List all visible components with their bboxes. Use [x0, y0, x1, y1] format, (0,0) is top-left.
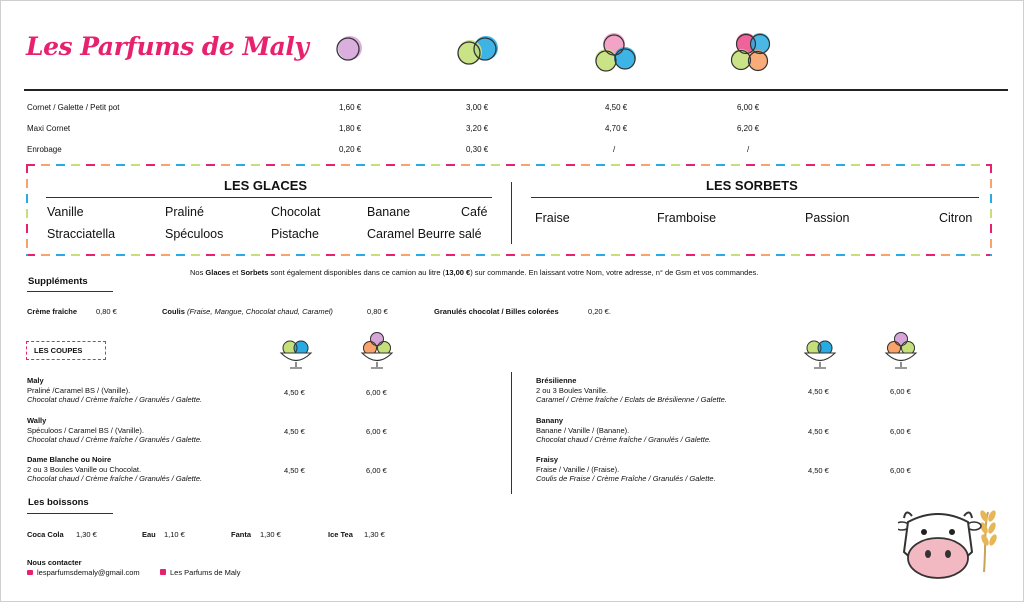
sorbet-flavour: Passion: [805, 211, 850, 225]
coupe-composition: 2 ou 3 Boules Vanille ou Chocolat.: [27, 464, 142, 474]
sorbets-underline: [531, 197, 979, 198]
coupe-item: [27, 455, 202, 484]
brand-logo-text: Les Parfums de Maly: [26, 32, 309, 61]
supplement-creme-label: Crème fraîche: [27, 307, 78, 316]
drink-price: 1,30 €: [364, 530, 385, 539]
price-row-label: Cornet / Galette / Petit pot: [27, 103, 120, 112]
coupe-price-small: 4,50 €: [284, 466, 305, 475]
litre-notice: [190, 268, 758, 277]
coupe-item: [536, 455, 716, 484]
price-2-scoops: 0,30 €: [466, 145, 489, 154]
coupe-price-large: 6,00 €: [366, 466, 387, 475]
price-2-scoops: 3,20 €: [466, 124, 489, 133]
two-scoops-icon: [452, 32, 504, 72]
coupe-two-scoops-icon: [278, 336, 314, 370]
price-4-scoops: 6,00 €: [737, 103, 760, 112]
price-1-scoop: 1,80 €: [339, 124, 362, 133]
price-4-scoops: 6,20 €: [737, 124, 760, 133]
sorbet-flavour: Fraise: [535, 211, 570, 225]
coupe-toppings: Coulis de Fraise / Crème Fraîche / Granulés / Galette.: [536, 474, 716, 483]
price-2-scoops: 3,00 €: [466, 103, 489, 112]
glace-flavour: Spéculoos: [165, 227, 224, 241]
coupe-three-scoops-icon: [359, 330, 395, 370]
mail-icon: [27, 570, 33, 575]
coupe-item: [536, 376, 727, 405]
coupe-two-scoops-icon: [802, 336, 838, 370]
coupe-composition: 2 ou 3 Boules Vanille.: [536, 385, 608, 395]
coupe-name: Fraisy: [536, 455, 559, 464]
price-row-label: Maxi Cornet: [27, 124, 71, 133]
coupe-price-large: 6,00 €: [890, 387, 911, 396]
supplement-coulis-price: 0,80 €: [367, 307, 388, 316]
contact-email[interactable]: lesparfumsdemaly@gmail.com: [37, 568, 140, 577]
coulis-detail: (Fraise, Mangue, Chocolat chaud, Caramel): [187, 307, 333, 316]
coupe-toppings: Chocolat chaud / Crème fraîche / Granulés / Galette.: [536, 435, 712, 444]
coupe-price-large: 6,00 €: [366, 388, 387, 397]
notice-bold: Sorbets: [240, 268, 269, 277]
price-3-scoops: 4,50 €: [605, 103, 628, 112]
coupe-item: [27, 376, 202, 405]
notice-text: Nos: [190, 268, 206, 277]
coupe-price-large: 6,00 €: [366, 427, 387, 436]
coupe-composition: Banane / Vanille / (Banane).: [536, 425, 630, 435]
price-row-label: Enrobage: [27, 145, 62, 154]
coupe-three-scoops-icon: [883, 330, 919, 370]
supplements-title: Suppléments: [28, 276, 88, 287]
header-rule: [24, 89, 1008, 91]
price-4-scoops: /: [747, 145, 750, 154]
coupe-price-small: 4,50 €: [808, 387, 829, 396]
drink-name: Fanta: [231, 530, 252, 539]
boissons-underline: [27, 513, 113, 514]
drink-price: 1,30 €: [260, 530, 281, 539]
coupe-toppings: Chocolat chaud / Crème fraîche / Granulés / Galette.: [27, 395, 203, 404]
supplement-granules-price: 0,20 €.: [588, 307, 611, 316]
coupe-price-small: 4,50 €: [808, 466, 829, 475]
glace-flavour: Chocolat: [271, 205, 321, 219]
drink-name: Ice Tea: [328, 530, 353, 539]
three-scoops-icon: [592, 30, 642, 78]
coupe-toppings: Chocolat chaud / Crème fraîche / Granulés / Galette.: [27, 474, 203, 483]
supplement-coulis: [162, 307, 333, 316]
four-scoops-icon: [728, 30, 778, 76]
coupe-price-small: 4,50 €: [808, 427, 829, 436]
coupe-composition: Spéculoos / Caramel BS / (Vanille).: [27, 425, 144, 435]
supplement-granules-label: Granulés chocolat / Billes colorées: [434, 307, 559, 316]
facebook-icon: [160, 569, 166, 575]
drink-price: 1,30 €: [76, 530, 97, 539]
glace-flavour: Caramel Beurre salé: [367, 227, 482, 241]
glace-flavour: Vanille: [47, 205, 84, 219]
coupe-price-small: 4,50 €: [284, 427, 305, 436]
coupe-toppings: Caramel / Crème fraîche / Eclats de Brésilienne / Galette.: [536, 395, 727, 404]
coupe-item: [536, 416, 711, 445]
coupes-title: LES COUPES: [34, 346, 83, 355]
glaces-underline: [46, 197, 492, 198]
coupe-composition: Fraise / Vanille / (Fraise).: [536, 464, 620, 474]
drink-name: Eau: [142, 530, 156, 539]
glace-flavour: Stracciatella: [47, 227, 116, 241]
glaces-title: LES GLACES: [224, 178, 308, 193]
coupe-name: Dame Blanche ou Noire: [27, 455, 112, 464]
coupe-name: Maly: [27, 376, 44, 385]
coupe-price-large: 6,00 €: [890, 427, 911, 436]
drink-name: Coca Cola: [27, 530, 64, 539]
cow-mascot-icon: [898, 502, 1002, 586]
supplement-creme-price: 0,80 €: [96, 307, 117, 316]
contact-facebook[interactable]: Les Parfums de Maly: [170, 568, 241, 577]
glace-flavour: Café: [461, 205, 488, 219]
price-1-scoop: 1,60 €: [339, 103, 362, 112]
coupe-name: Banany: [536, 416, 564, 425]
notice-text: et: [230, 268, 241, 277]
contact-title: Nous contacter: [27, 558, 82, 567]
notice-text: ) sur commande. En laissant votre Nom, votre adresse, n° de Gsm et vos commandes.: [470, 268, 759, 277]
price-1-scoop: 0,20 €: [339, 145, 362, 154]
glace-flavour: Pistache: [271, 227, 319, 241]
glace-flavour: Banane: [367, 205, 411, 219]
price-3-scoops: 4,70 €: [605, 124, 628, 133]
coupes-divider: [511, 372, 512, 494]
boissons-title: Les boissons: [28, 497, 89, 508]
sorbet-flavour: Framboise: [657, 211, 717, 225]
sorbets-title: LES SORBETS: [706, 178, 798, 193]
notice-bold: Glaces: [205, 268, 231, 277]
coupe-price-large: 6,00 €: [890, 466, 911, 475]
notice-text: sont également disponibles dans ce camion au litre (: [268, 268, 446, 277]
one-scoop-icon: [334, 32, 366, 64]
supplements-underline: [27, 291, 113, 292]
drink-price: 1,10 €: [164, 530, 185, 539]
coulis-label: Coulis: [162, 307, 185, 316]
coupe-name: Brésilienne: [536, 376, 577, 385]
coupe-price-small: 4,50 €: [284, 388, 305, 397]
coupe-name: Wally: [27, 416, 47, 425]
glaces-sorbets-divider: [511, 182, 512, 244]
coupe-composition: Praliné /Caramel BS / (Vanille).: [27, 385, 131, 395]
coupe-toppings: Chocolat chaud / Crème fraîche / Granulés / Galette.: [27, 435, 203, 444]
coupe-item: [27, 416, 202, 445]
notice-bold: 13,00 €: [445, 268, 471, 277]
price-3-scoops: /: [613, 145, 616, 154]
glace-flavour: Praliné: [165, 205, 204, 219]
sorbet-flavour: Citron: [939, 211, 973, 225]
